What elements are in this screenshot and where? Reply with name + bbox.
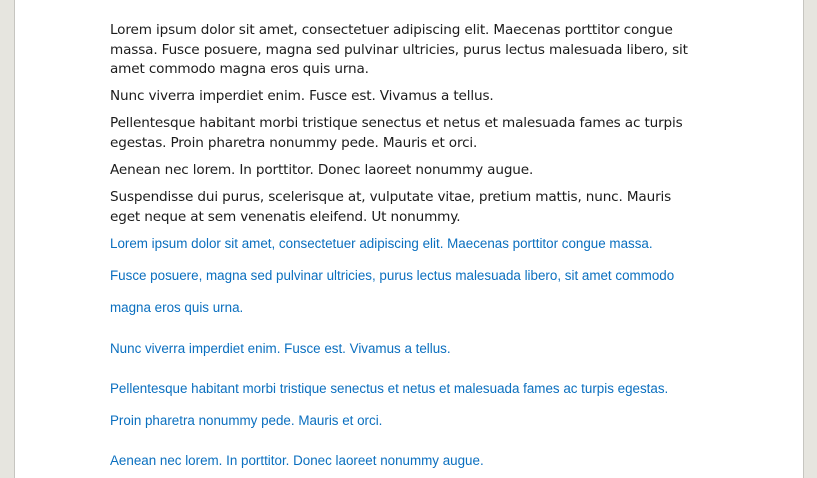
text-line: egestas. Proin pharetra nonummy pede. Mauris et orci.: [110, 134, 478, 151]
blue-text-line[interactable]: Fusce posuere, magna sed pulvinar ultricies, purus lectus malesuada libero, sit amet commodo: [110, 268, 675, 283]
text-line: Aenean nec lorem. In porttitor. Donec laoreet nonummy augue.: [110, 162, 534, 179]
blue-text-line[interactable]: Pellentesque habitant morbi tristique senectus et netus et malesuada fames ac turpis egestas.: [110, 381, 669, 396]
text-line: Nunc viverra imperdiet enim. Fusce est. Vivamus a tellus.: [110, 88, 494, 105]
black-text-section: [110, 21, 720, 227]
blue-text-line[interactable]: Aenean nec lorem. In porttitor. Donec laoreet nonummy augue.: [110, 453, 484, 468]
text-line: massa. Fusce posuere, magna sed pulvinar ultricies, purus lectus malesuada libero, sit: [110, 41, 688, 58]
text-line: eget neque at sem venenatis eleifend. Ut nonummy.: [110, 208, 461, 225]
blue-text-line[interactable]: Lorem ipsum dolor sit amet, consectetuer adipiscing elit. Maecenas porttitor congue massa.: [110, 236, 653, 251]
text-line: Lorem ipsum dolor sit amet, consectetuer adipiscing elit. Maecenas porttitor congue: [110, 22, 673, 38]
blue-text-line[interactable]: magna eros quis urna.: [110, 300, 244, 315]
paragraph[interactable]: [110, 114, 720, 153]
paragraph[interactable]: [110, 21, 720, 80]
document-page: [14, 0, 804, 478]
paragraph[interactable]: [110, 188, 720, 227]
text-line: amet commodo magna eros quis urna.: [110, 61, 369, 78]
blue-text-line[interactable]: Proin pharetra nonummy pede. Mauris et orci.: [110, 413, 383, 428]
blue-text-line[interactable]: Nunc viverra imperdiet enim. Fusce est. Vivamus a tellus.: [110, 341, 451, 356]
paragraph[interactable]: [110, 161, 720, 181]
text-line: Suspendisse dui purus, scelerisque at, vulputate vitae, pretium mattis, nunc. Mauris: [110, 189, 672, 206]
paragraph[interactable]: [110, 87, 720, 107]
text-line: Pellentesque habitant morbi tristique senectus et netus et malesuada fames ac turpis: [110, 115, 683, 132]
